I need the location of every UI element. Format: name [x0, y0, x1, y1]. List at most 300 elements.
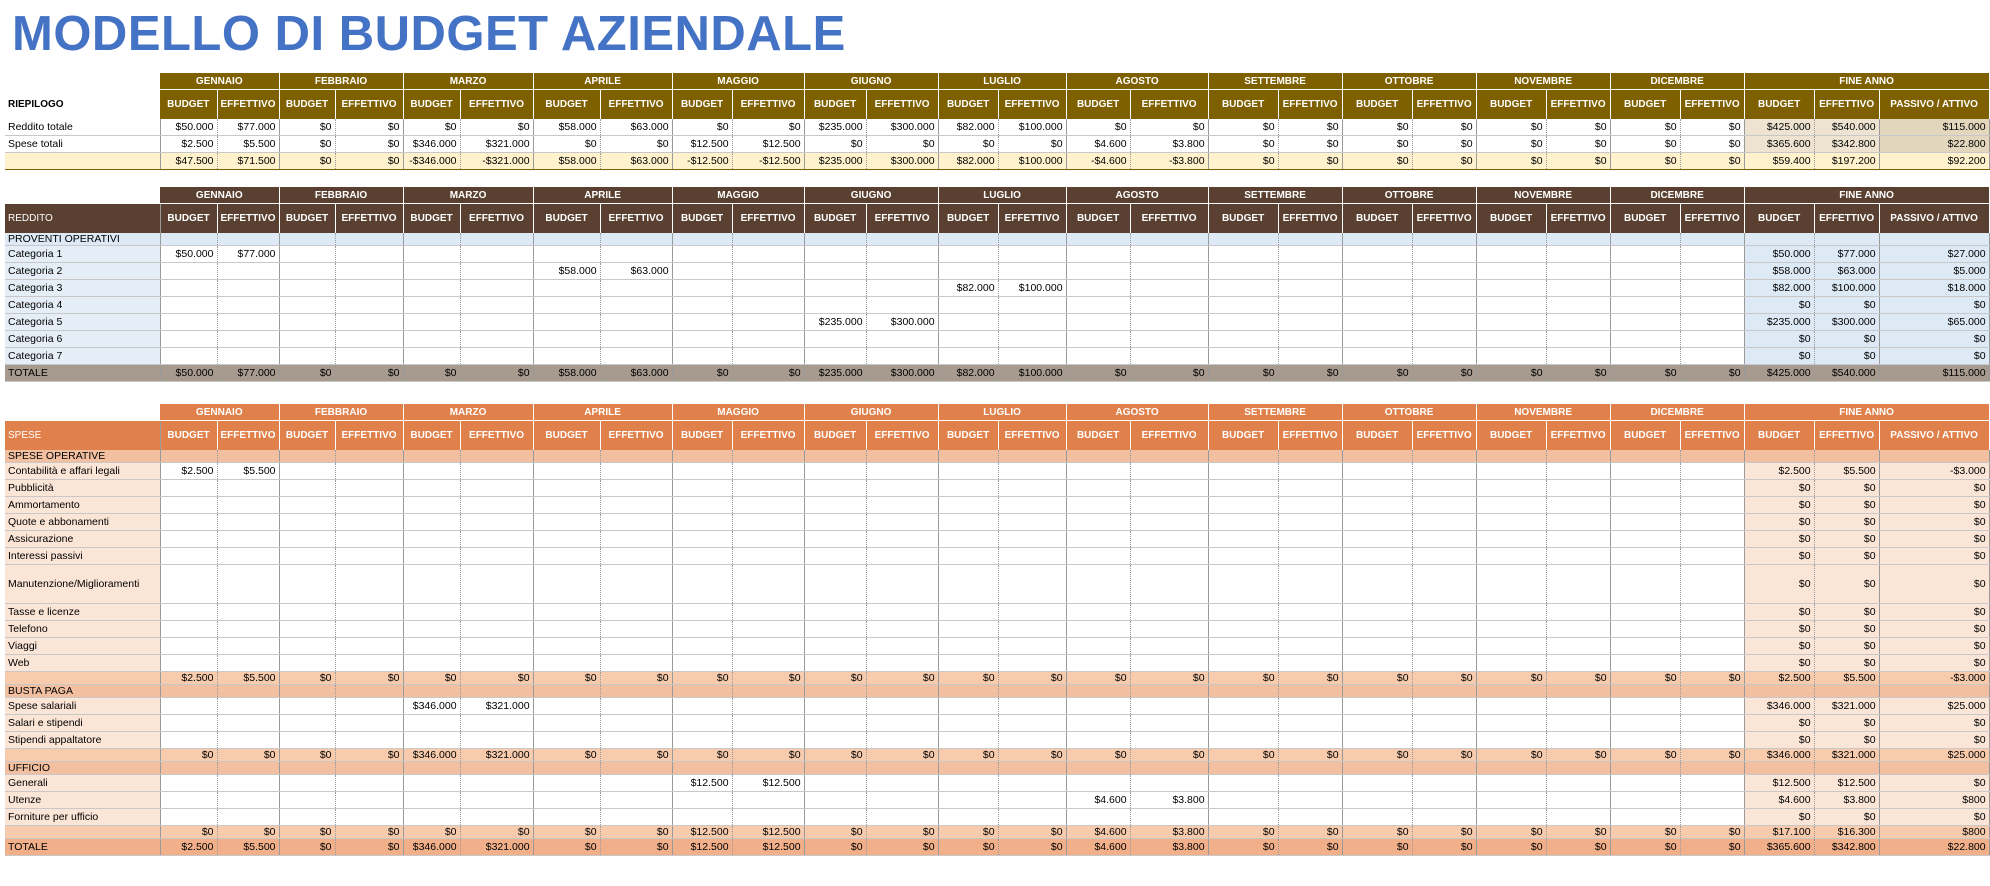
value-cell[interactable]: $5.500 [217, 463, 279, 480]
value-cell[interactable] [866, 297, 938, 314]
value-cell[interactable] [279, 297, 335, 314]
value-cell[interactable] [1130, 280, 1208, 297]
value-cell[interactable] [600, 565, 672, 604]
value-cell[interactable]: $77.000 [1814, 246, 1879, 263]
value-cell[interactable] [998, 792, 1066, 809]
value-cell[interactable] [998, 621, 1066, 638]
value-cell[interactable]: $0 [335, 839, 403, 856]
value-cell[interactable]: $0 [866, 136, 938, 153]
value-cell[interactable] [600, 604, 672, 621]
value-cell[interactable]: $12.500 [732, 839, 804, 856]
value-cell[interactable] [403, 348, 460, 365]
value-cell[interactable] [1546, 638, 1610, 655]
value-cell[interactable] [335, 548, 403, 565]
value-cell[interactable] [1208, 297, 1278, 314]
value-cell[interactable] [1680, 655, 1744, 672]
value-cell[interactable] [1208, 732, 1278, 749]
value-cell[interactable] [600, 775, 672, 792]
value-cell[interactable] [1476, 638, 1546, 655]
value-cell[interactable] [600, 638, 672, 655]
value-cell[interactable] [1610, 638, 1680, 655]
value-cell[interactable] [1546, 297, 1610, 314]
value-cell[interactable] [335, 621, 403, 638]
value-cell[interactable]: $0 [804, 749, 866, 762]
value-cell[interactable]: $0 [1610, 672, 1680, 685]
value-cell[interactable] [1066, 531, 1130, 548]
value-cell[interactable] [1208, 314, 1278, 331]
value-cell[interactable] [403, 565, 460, 604]
value-cell[interactable]: $0 [1066, 672, 1130, 685]
value-cell[interactable]: $77.000 [217, 119, 279, 136]
value-cell[interactable]: $0 [938, 136, 998, 153]
value-cell[interactable] [1342, 792, 1412, 809]
value-cell[interactable] [732, 531, 804, 548]
value-cell[interactable] [1680, 548, 1744, 565]
value-cell[interactable]: $365.600 [1744, 839, 1814, 856]
value-cell[interactable] [1066, 348, 1130, 365]
value-cell[interactable]: $12.500 [672, 136, 732, 153]
value-cell[interactable] [1278, 809, 1342, 826]
value-cell[interactable]: $0 [1476, 153, 1546, 170]
value-cell[interactable] [732, 565, 804, 604]
value-cell[interactable]: $0 [1879, 715, 1989, 732]
value-cell[interactable]: $0 [1744, 809, 1814, 826]
value-cell[interactable] [804, 331, 866, 348]
value-cell[interactable] [1278, 548, 1342, 565]
value-cell[interactable] [335, 531, 403, 548]
value-cell[interactable]: $63.000 [600, 119, 672, 136]
value-cell[interactable] [1342, 732, 1412, 749]
value-cell[interactable] [403, 297, 460, 314]
value-cell[interactable]: $58.000 [533, 119, 600, 136]
value-cell[interactable] [1610, 497, 1680, 514]
value-cell[interactable]: $300.000 [1814, 314, 1879, 331]
value-cell[interactable] [1130, 263, 1208, 280]
value-cell[interactable]: $82.000 [1744, 280, 1814, 297]
value-cell[interactable] [672, 621, 732, 638]
value-cell[interactable] [1412, 638, 1476, 655]
value-cell[interactable]: $0 [1546, 119, 1610, 136]
value-cell[interactable]: $0 [533, 826, 600, 839]
value-cell[interactable] [1610, 297, 1680, 314]
value-cell[interactable] [1412, 715, 1476, 732]
value-cell[interactable] [600, 348, 672, 365]
value-cell[interactable] [1278, 621, 1342, 638]
value-cell[interactable] [600, 331, 672, 348]
value-cell[interactable] [672, 715, 732, 732]
value-cell[interactable] [533, 480, 600, 497]
value-cell[interactable] [1680, 565, 1744, 604]
value-cell[interactable] [533, 698, 600, 715]
value-cell[interactable] [732, 297, 804, 314]
value-cell[interactable]: $0 [160, 749, 217, 762]
value-cell[interactable] [1610, 775, 1680, 792]
value-cell[interactable]: $0 [279, 136, 335, 153]
value-cell[interactable] [600, 792, 672, 809]
value-cell[interactable] [1208, 655, 1278, 672]
value-cell[interactable]: $0 [335, 749, 403, 762]
value-cell[interactable] [335, 514, 403, 531]
value-cell[interactable] [1208, 809, 1278, 826]
value-cell[interactable]: $50.000 [160, 365, 217, 382]
value-cell[interactable]: $17.100 [1744, 826, 1814, 839]
value-cell[interactable] [1278, 297, 1342, 314]
value-cell[interactable] [1680, 331, 1744, 348]
value-cell[interactable] [600, 314, 672, 331]
value-cell[interactable] [1130, 655, 1208, 672]
value-cell[interactable] [1680, 715, 1744, 732]
value-cell[interactable]: $425.000 [1744, 119, 1814, 136]
value-cell[interactable] [335, 297, 403, 314]
value-cell[interactable]: $0 [1278, 839, 1342, 856]
value-cell[interactable] [1546, 621, 1610, 638]
value-cell[interactable]: $59.400 [1744, 153, 1814, 170]
value-cell[interactable] [1610, 698, 1680, 715]
value-cell[interactable] [160, 698, 217, 715]
value-cell[interactable] [804, 463, 866, 480]
value-cell[interactable] [217, 531, 279, 548]
value-cell[interactable] [732, 246, 804, 263]
value-cell[interactable]: $0 [460, 119, 533, 136]
value-cell[interactable]: $0 [1680, 119, 1744, 136]
value-cell[interactable] [672, 809, 732, 826]
value-cell[interactable] [998, 732, 1066, 749]
value-cell[interactable] [1342, 638, 1412, 655]
value-cell[interactable] [1130, 314, 1208, 331]
value-cell[interactable] [1610, 463, 1680, 480]
value-cell[interactable] [1130, 514, 1208, 531]
value-cell[interactable] [1680, 531, 1744, 548]
value-cell[interactable] [1610, 480, 1680, 497]
value-cell[interactable] [403, 775, 460, 792]
value-cell[interactable] [1066, 655, 1130, 672]
value-cell[interactable] [1066, 497, 1130, 514]
value-cell[interactable] [1208, 480, 1278, 497]
value-cell[interactable] [1412, 655, 1476, 672]
value-cell[interactable] [1342, 497, 1412, 514]
value-cell[interactable]: $2.500 [1744, 463, 1814, 480]
value-cell[interactable] [533, 715, 600, 732]
value-cell[interactable] [335, 263, 403, 280]
value-cell[interactable]: $0 [1744, 565, 1814, 604]
value-cell[interactable] [1130, 246, 1208, 263]
value-cell[interactable] [279, 604, 335, 621]
value-cell[interactable]: $0 [1814, 732, 1879, 749]
value-cell[interactable] [335, 604, 403, 621]
value-cell[interactable] [217, 280, 279, 297]
value-cell[interactable] [1546, 698, 1610, 715]
value-cell[interactable] [403, 463, 460, 480]
value-cell[interactable]: $0 [1610, 136, 1680, 153]
value-cell[interactable] [460, 480, 533, 497]
value-cell[interactable] [160, 480, 217, 497]
value-cell[interactable] [1680, 792, 1744, 809]
value-cell[interactable] [938, 715, 998, 732]
value-cell[interactable]: $0 [1744, 497, 1814, 514]
value-cell[interactable] [1610, 246, 1680, 263]
value-cell[interactable]: $0 [1610, 749, 1680, 762]
value-cell[interactable] [998, 480, 1066, 497]
value-cell[interactable]: $0 [1066, 365, 1130, 382]
value-cell[interactable] [600, 698, 672, 715]
value-cell[interactable]: $0 [1680, 826, 1744, 839]
value-cell[interactable]: $540.000 [1814, 365, 1879, 382]
value-cell[interactable] [1130, 638, 1208, 655]
value-cell[interactable]: $65.000 [1879, 314, 1989, 331]
value-cell[interactable] [804, 246, 866, 263]
value-cell[interactable]: $0 [1680, 749, 1744, 762]
value-cell[interactable] [403, 715, 460, 732]
value-cell[interactable]: $0 [998, 672, 1066, 685]
value-cell[interactable] [1610, 604, 1680, 621]
value-cell[interactable] [938, 314, 998, 331]
value-cell[interactable]: $0 [1342, 136, 1412, 153]
value-cell[interactable] [600, 280, 672, 297]
value-cell[interactable] [1130, 775, 1208, 792]
value-cell[interactable]: -$4.600 [1066, 153, 1130, 170]
value-cell[interactable] [217, 331, 279, 348]
value-cell[interactable] [600, 548, 672, 565]
value-cell[interactable] [1476, 698, 1546, 715]
value-cell[interactable] [279, 698, 335, 715]
value-cell[interactable]: $321.000 [1814, 749, 1879, 762]
value-cell[interactable] [1680, 809, 1744, 826]
value-cell[interactable] [160, 314, 217, 331]
value-cell[interactable] [998, 348, 1066, 365]
value-cell[interactable]: $2.500 [160, 672, 217, 685]
value-cell[interactable] [998, 514, 1066, 531]
value-cell[interactable] [1208, 621, 1278, 638]
value-cell[interactable]: $0 [279, 749, 335, 762]
value-cell[interactable] [460, 621, 533, 638]
value-cell[interactable] [460, 638, 533, 655]
value-cell[interactable]: $0 [1208, 826, 1278, 839]
value-cell[interactable] [866, 655, 938, 672]
value-cell[interactable] [1546, 809, 1610, 826]
value-cell[interactable] [1066, 638, 1130, 655]
value-cell[interactable] [1130, 297, 1208, 314]
value-cell[interactable] [938, 263, 998, 280]
value-cell[interactable]: $346.000 [403, 749, 460, 762]
value-cell[interactable]: $47.500 [160, 153, 217, 170]
value-cell[interactable]: $0 [1879, 497, 1989, 514]
value-cell[interactable]: $0 [1208, 119, 1278, 136]
value-cell[interactable] [217, 314, 279, 331]
value-cell[interactable]: $0 [1476, 839, 1546, 856]
value-cell[interactable] [672, 792, 732, 809]
value-cell[interactable] [533, 548, 600, 565]
value-cell[interactable] [160, 565, 217, 604]
value-cell[interactable] [1208, 604, 1278, 621]
value-cell[interactable] [335, 497, 403, 514]
value-cell[interactable] [217, 497, 279, 514]
value-cell[interactable] [1412, 497, 1476, 514]
value-cell[interactable]: $0 [998, 749, 1066, 762]
value-cell[interactable] [804, 548, 866, 565]
value-cell[interactable] [1476, 775, 1546, 792]
value-cell[interactable] [1412, 263, 1476, 280]
value-cell[interactable]: $0 [600, 749, 672, 762]
value-cell[interactable] [279, 314, 335, 331]
value-cell[interactable] [460, 531, 533, 548]
value-cell[interactable]: $0 [732, 365, 804, 382]
value-cell[interactable]: $0 [1814, 531, 1879, 548]
value-cell[interactable]: $3.800 [1814, 792, 1879, 809]
value-cell[interactable] [1342, 604, 1412, 621]
value-cell[interactable]: $0 [335, 136, 403, 153]
value-cell[interactable]: $18.000 [1879, 280, 1989, 297]
value-cell[interactable] [1278, 604, 1342, 621]
value-cell[interactable] [600, 297, 672, 314]
value-cell[interactable] [1610, 565, 1680, 604]
value-cell[interactable] [335, 314, 403, 331]
value-cell[interactable] [672, 314, 732, 331]
value-cell[interactable] [217, 565, 279, 604]
value-cell[interactable] [1680, 297, 1744, 314]
value-cell[interactable] [1342, 280, 1412, 297]
value-cell[interactable] [1680, 604, 1744, 621]
value-cell[interactable] [732, 280, 804, 297]
value-cell[interactable] [533, 348, 600, 365]
value-cell[interactable]: $0 [1879, 732, 1989, 749]
value-cell[interactable] [1412, 621, 1476, 638]
value-cell[interactable] [804, 263, 866, 280]
value-cell[interactable] [1278, 565, 1342, 604]
value-cell[interactable]: $0 [1680, 153, 1744, 170]
value-cell[interactable]: $100.000 [998, 153, 1066, 170]
value-cell[interactable]: $0 [1412, 119, 1476, 136]
value-cell[interactable] [160, 263, 217, 280]
value-cell[interactable] [403, 497, 460, 514]
value-cell[interactable]: $0 [1412, 826, 1476, 839]
value-cell[interactable]: $0 [1879, 348, 1989, 365]
value-cell[interactable]: $4.600 [1066, 792, 1130, 809]
value-cell[interactable] [998, 331, 1066, 348]
value-cell[interactable] [217, 263, 279, 280]
value-cell[interactable]: $540.000 [1814, 119, 1879, 136]
value-cell[interactable] [732, 732, 804, 749]
value-cell[interactable] [335, 638, 403, 655]
value-cell[interactable] [1208, 246, 1278, 263]
value-cell[interactable] [1130, 497, 1208, 514]
value-cell[interactable] [1546, 280, 1610, 297]
value-cell[interactable] [1476, 715, 1546, 732]
value-cell[interactable] [998, 314, 1066, 331]
value-cell[interactable]: $0 [732, 119, 804, 136]
value-cell[interactable] [804, 732, 866, 749]
value-cell[interactable] [938, 809, 998, 826]
value-cell[interactable] [938, 497, 998, 514]
value-cell[interactable] [938, 531, 998, 548]
value-cell[interactable] [1546, 497, 1610, 514]
value-cell[interactable] [732, 314, 804, 331]
value-cell[interactable] [335, 565, 403, 604]
value-cell[interactable] [1610, 280, 1680, 297]
value-cell[interactable] [1066, 809, 1130, 826]
value-cell[interactable] [672, 565, 732, 604]
value-cell[interactable] [1546, 246, 1610, 263]
value-cell[interactable]: -$3.000 [1879, 463, 1989, 480]
value-cell[interactable] [600, 655, 672, 672]
value-cell[interactable]: $0 [938, 672, 998, 685]
value-cell[interactable] [460, 548, 533, 565]
value-cell[interactable]: $0 [1814, 604, 1879, 621]
value-cell[interactable] [460, 792, 533, 809]
value-cell[interactable] [672, 638, 732, 655]
value-cell[interactable] [804, 638, 866, 655]
value-cell[interactable] [1680, 638, 1744, 655]
value-cell[interactable]: $0 [217, 826, 279, 839]
value-cell[interactable] [160, 331, 217, 348]
value-cell[interactable]: $0 [1744, 732, 1814, 749]
value-cell[interactable]: $0 [866, 672, 938, 685]
value-cell[interactable] [1208, 331, 1278, 348]
value-cell[interactable] [938, 565, 998, 604]
value-cell[interactable] [1208, 565, 1278, 604]
value-cell[interactable]: $3.800 [1130, 826, 1208, 839]
value-cell[interactable] [1476, 314, 1546, 331]
value-cell[interactable] [1066, 548, 1130, 565]
value-cell[interactable]: $0 [1680, 136, 1744, 153]
value-cell[interactable] [866, 621, 938, 638]
value-cell[interactable] [866, 775, 938, 792]
value-cell[interactable]: $0 [1342, 153, 1412, 170]
value-cell[interactable]: $0 [279, 839, 335, 856]
value-cell[interactable]: $82.000 [938, 153, 998, 170]
value-cell[interactable]: $800 [1879, 826, 1989, 839]
value-cell[interactable] [732, 655, 804, 672]
value-cell[interactable]: $0 [1066, 119, 1130, 136]
value-cell[interactable] [217, 698, 279, 715]
value-cell[interactable] [672, 497, 732, 514]
value-cell[interactable]: $0 [1814, 809, 1879, 826]
value-cell[interactable] [1476, 331, 1546, 348]
value-cell[interactable]: $0 [938, 826, 998, 839]
value-cell[interactable] [1680, 621, 1744, 638]
value-cell[interactable]: $58.000 [533, 263, 600, 280]
value-cell[interactable] [866, 604, 938, 621]
value-cell[interactable] [1130, 809, 1208, 826]
value-cell[interactable]: $0 [403, 826, 460, 839]
value-cell[interactable] [600, 621, 672, 638]
value-cell[interactable] [1208, 497, 1278, 514]
value-cell[interactable] [1610, 514, 1680, 531]
value-cell[interactable] [1610, 548, 1680, 565]
value-cell[interactable]: $321.000 [460, 839, 533, 856]
value-cell[interactable]: $0 [1814, 638, 1879, 655]
value-cell[interactable] [1130, 621, 1208, 638]
value-cell[interactable] [1412, 775, 1476, 792]
value-cell[interactable] [403, 604, 460, 621]
value-cell[interactable] [335, 331, 403, 348]
value-cell[interactable] [1208, 775, 1278, 792]
value-cell[interactable] [732, 792, 804, 809]
value-cell[interactable]: $115.000 [1879, 365, 1989, 382]
value-cell[interactable] [866, 480, 938, 497]
value-cell[interactable] [1278, 331, 1342, 348]
value-cell[interactable] [804, 297, 866, 314]
value-cell[interactable] [460, 297, 533, 314]
value-cell[interactable]: $0 [1744, 531, 1814, 548]
value-cell[interactable]: $12.500 [1814, 775, 1879, 792]
value-cell[interactable] [335, 280, 403, 297]
value-cell[interactable]: $12.500 [672, 775, 732, 792]
value-cell[interactable] [1680, 698, 1744, 715]
value-cell[interactable]: $0 [1546, 826, 1610, 839]
value-cell[interactable]: $5.500 [217, 136, 279, 153]
value-cell[interactable] [460, 514, 533, 531]
value-cell[interactable] [1066, 775, 1130, 792]
